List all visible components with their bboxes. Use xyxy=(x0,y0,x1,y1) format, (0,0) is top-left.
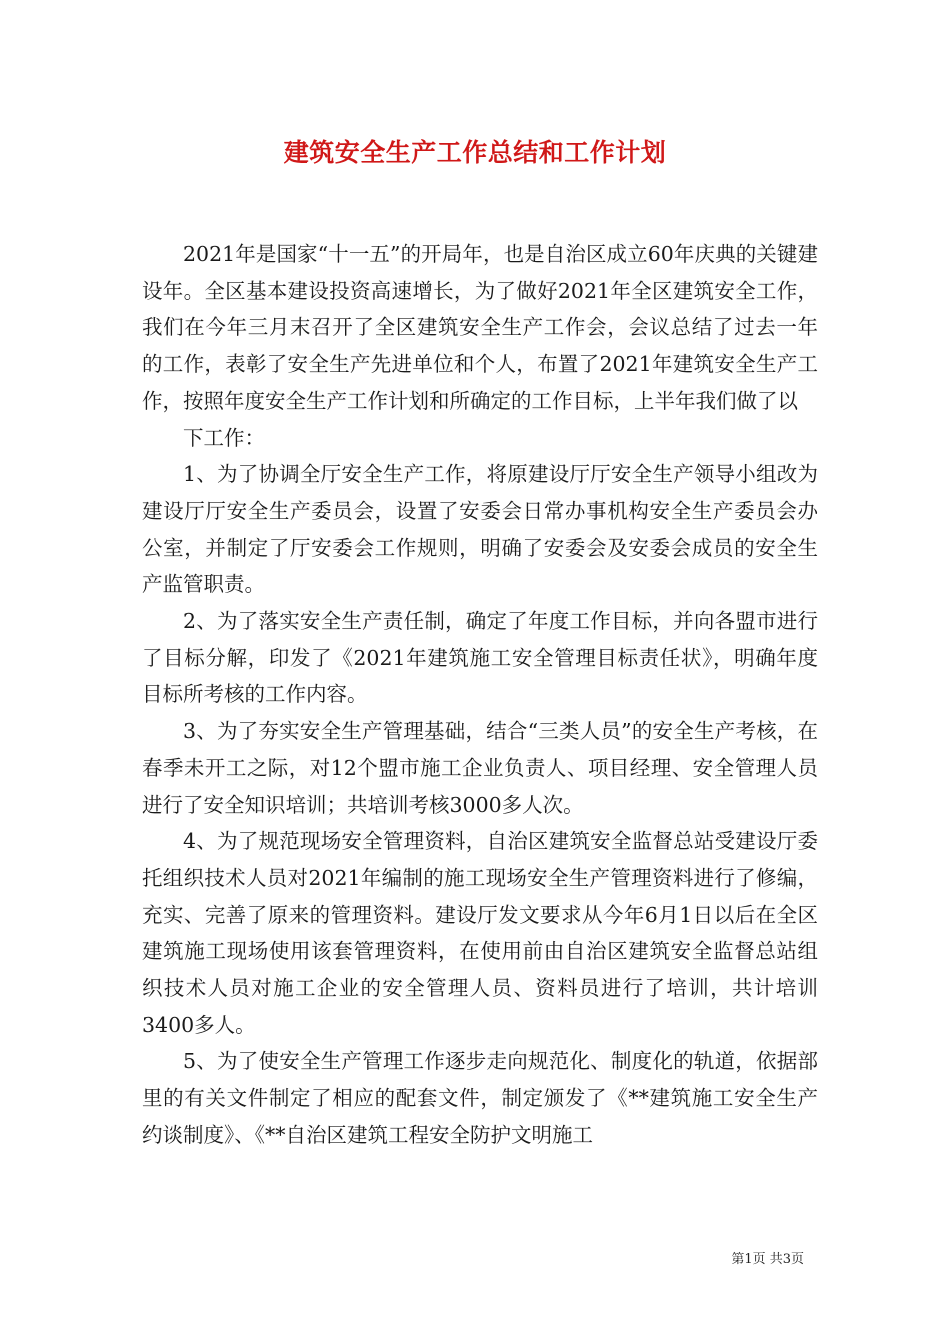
page-number-footer: 第1页 共3页 xyxy=(731,1252,804,1267)
paragraph-item-3: 3、为了夯实安全生产管理基础，结合“三类人员”的安全生产考核，在春季未开工之际，对12个盟市施工企业负责人、项目经理、安全管理人员进行了安全知识培训；共培训考核3000多人次。 xyxy=(142,719,818,817)
paragraph-item-1: 1、为了协调全厅安全生产工作，将原建设厅厅安全生产领导小组改为建设厅厅安全生产委员会，设置了安委会日常办事机构安全生产委员会办公室，并制定了厅安委会工作规则，明确了安委会及安委会成员的安全生产监管职责。 xyxy=(142,462,818,597)
paragraph-item-5: 5、为了使安全生产管理工作逐步走向规范化、制度化的轨道，依据部里的有关文件制定了相应的配套文件，制定颁发了《**建筑施工安全生产约谈制度》、《**自治区建筑工程安全防护文明施工 xyxy=(142,1049,818,1147)
document-title: 建筑安全生产工作总结和工作计划 xyxy=(283,138,667,167)
paragraph-item-4: 4、为了规范现场安全管理资料，自治区建筑安全监督总站受建设厅委托组织技术人员对2021年编制的施工现场安全生产管理资料进行了修编，充实、完善了原来的管理资料。建设厅发文要求从今年6月1日以后在全区建筑施工现场使用该套管理资料，在使用前由自治区建筑安全监督总站组织技术人员对施工企业的安全管理人员、资料员进行了培训，共计培训3400多人。 xyxy=(142,829,818,1037)
paragraph-item-2: 2、为了落实安全生产责任制，确定了年度工作目标，并向各盟市进行了目标分解，印发了《2021年建筑施工安全管理目标责任状》，明确年度目标所考核的工作内容。 xyxy=(142,609,818,707)
document-body xyxy=(142,236,818,1154)
paragraph-continuation: 下工作： xyxy=(183,425,265,450)
paragraph-intro: 2021年是国家“十一五”的开局年，也是自治区成立60年庆典的关键建设年。全区基本建设投资高速增长，为了做好2021年全区建筑安全工作，我们在今年三月末召开了全区建筑安全生产工作会，会议总结了过去一年的工作，表彰了安全生产先进单位和个人，布置了2021年建筑安全生产工作，按照年度安全生产工作计划和所确定的工作目标，上半年我们做了以 xyxy=(142,242,818,413)
